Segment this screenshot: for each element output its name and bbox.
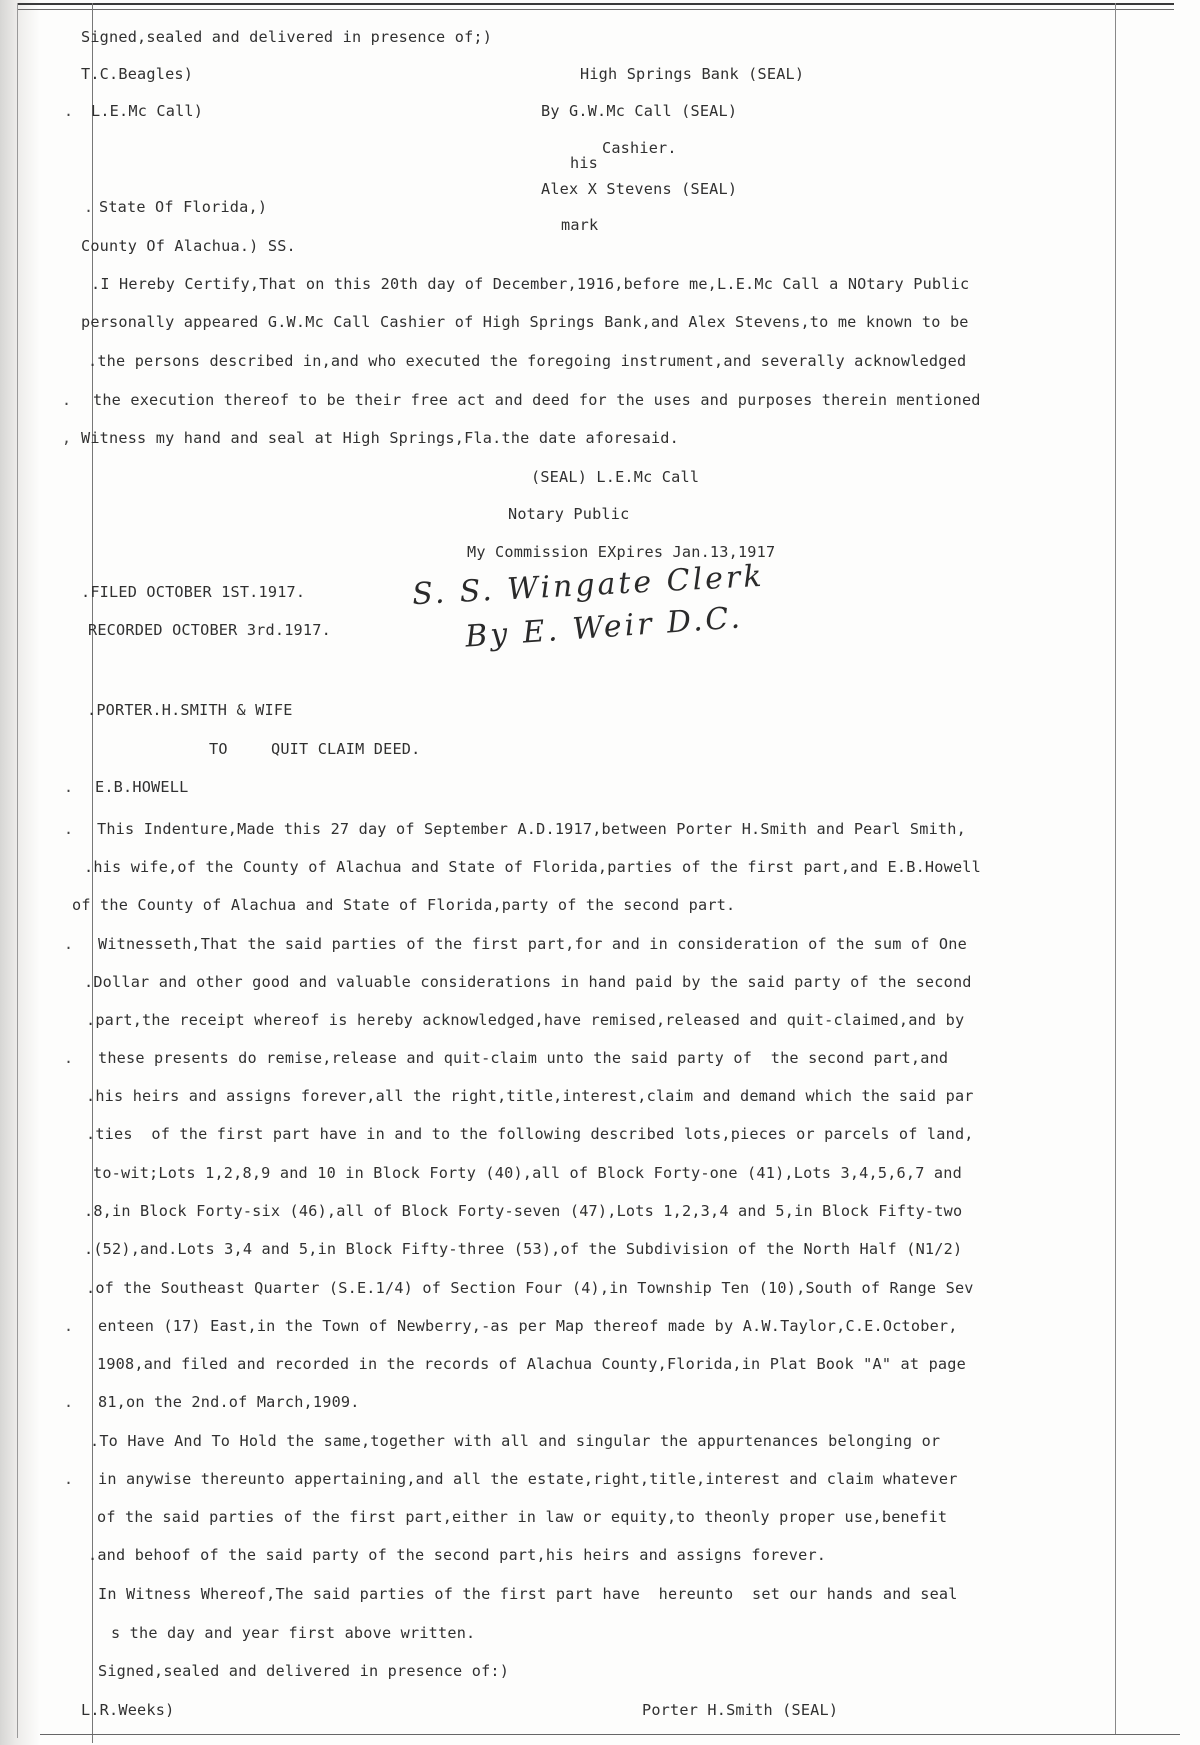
deed-body-line: This Indenture,Made this 27 day of September A.D.1917,between Porter H.Smith and Pearl Smith, xyxy=(97,820,966,838)
his-label: his xyxy=(570,154,599,172)
recorded-date: RECORDED OCTOBER 3rd.1917. xyxy=(88,621,331,639)
county-line: County Of Alachua.) SS. xyxy=(81,237,296,255)
bottom-border-rule xyxy=(40,1734,1180,1735)
deed-body-line: .his heirs and assigns forever,all the right,title,interest,claim and demand which the said par xyxy=(86,1087,974,1105)
deed-body-line: .To Have And To Hold the same,together with all and singular the appurtenances belonging or xyxy=(90,1432,941,1450)
deed-body-line: .his wife,of the County of Alachua and State of Florida,parties of the first part,and E.B.Howell xyxy=(84,858,981,876)
deputy-handwritten-signature: By E. Weir D.C. xyxy=(464,600,744,655)
deed-body-line: in anywise thereunto appertaining,and all the estate,right,title,interest and claim whatever xyxy=(98,1470,958,1488)
margin-dot: . xyxy=(64,1049,74,1067)
cashier-title: Cashier. xyxy=(602,139,677,157)
deed-body-line: In Witness Whereof,The said parties of the first part have hereunto set our hands and seal xyxy=(98,1585,958,1603)
deed-to-label: TO xyxy=(209,740,228,758)
scan-edge-shadow xyxy=(0,0,40,1745)
grantor-bank: High Springs Bank (SEAL) xyxy=(580,65,805,83)
witness-name: L.E.Mc Call) xyxy=(91,102,204,120)
top-border-rule-inner xyxy=(17,9,1174,10)
margin-dot: , xyxy=(62,429,72,447)
deed-body-line: .of the Southeast Quarter (S.E.1/4) of Section Four (4),in Township Ten (10),South of Range Sev xyxy=(86,1279,974,1297)
deed-body-line: Witnesseth,That the said parties of the first part,for and in consideration of the sum of One xyxy=(98,935,967,953)
deed-body-line: of the said parties of the first part,either in law or equity,to theonly proper use,benefit xyxy=(97,1508,948,1526)
ack-body-line: personally appeared G.W.Mc Call Cashier of High Springs Bank,and Alex Stevens,to me known to be xyxy=(81,313,969,331)
deed-type: QUIT CLAIM DEED. xyxy=(271,740,421,758)
margin-dot: . xyxy=(62,391,72,409)
bank-signatory: By G.W.Mc Call (SEAL) xyxy=(541,102,738,120)
top-border-rule xyxy=(17,3,1174,5)
filed-date: .FILED OCTOBER 1ST.1917. xyxy=(81,583,306,601)
deed-body-line: .Dollar and other good and valuable considerations in hand paid by the said party of the second xyxy=(84,973,972,991)
deed-body-line: of the County of Alachua and State of Florida,party of the second part. xyxy=(72,896,736,914)
margin-dot: . xyxy=(64,820,74,838)
ack-body-line: .the persons described in,and who executed the foregoing instrument,and severally acknowledged xyxy=(88,352,967,370)
margin-dot: . xyxy=(64,102,74,120)
signed-sealed-line: Signed,sealed and delivered in presence of;) xyxy=(81,28,493,46)
state-line: State Of Florida,) xyxy=(99,198,268,216)
margin-dot: . xyxy=(64,1317,74,1335)
deed-body-line: these presents do remise,release and quit-claim unto the said party of the second part,and xyxy=(98,1049,949,1067)
deed-body-line: .and behoof of the said party of the second part,his heirs and assigns forever. xyxy=(88,1546,827,1564)
deed-body-line: .ties of the first part have in and to the following described lots,pieces or parcels of land, xyxy=(86,1125,974,1143)
commission-expiry: My Commission EXpires Jan.13,1917 xyxy=(467,543,776,561)
deed-body-line: 81,on the 2nd.of March,1909. xyxy=(98,1393,360,1411)
deed-body-line: enteen (17) East,in the Town of Newberry,-as per Map thereof made by A.W.Taylor,C.E.October, xyxy=(98,1317,958,1335)
notary-title: Notary Public xyxy=(508,505,630,523)
margin-dot: . xyxy=(84,198,94,216)
margin-dot: . xyxy=(64,778,74,796)
deed-body-line: .part,the receipt whereof is hereby acknowledged,have remised,released and quit-claimed,and by xyxy=(86,1011,965,1029)
mark-label: mark xyxy=(561,216,599,234)
deed-body-line: .(52),and.Lots 3,4 and 5,in Block Fifty-three (53),of the Subdivision of the North Half (N1/2) xyxy=(84,1240,963,1258)
deed-body-line: s the day and year first above written. xyxy=(111,1624,476,1642)
ack-body-line: the execution thereof to be their free act and deed for the uses and purposes therein mentioned xyxy=(93,391,981,409)
deed-body-line: 1908,and filed and recorded in the records of Alachua County,Florida,in Plat Book "A" at page xyxy=(97,1355,966,1373)
alex-stevens-signature: Alex X Stevens (SEAL) xyxy=(541,180,738,198)
deed-grantor-heading: .PORTER.H.SMITH & WIFE xyxy=(87,701,293,719)
right-margin-line xyxy=(1115,3,1116,1735)
deed-witness-name: L.R.Weeks) xyxy=(81,1701,175,1719)
margin-dot: . xyxy=(64,1470,74,1488)
clerk-handwritten-signature: S. S. Wingate Clerk xyxy=(411,558,766,613)
notary-seal-signature: (SEAL) L.E.Mc Call xyxy=(531,468,700,486)
left-border-line xyxy=(17,3,18,1738)
deed-grantee-heading: E.B.HOWELL xyxy=(95,778,189,796)
ack-body-line: .I Hereby Certify,That on this 20th day of December,1916,before me,L.E.Mc Call a NOtary Public xyxy=(91,275,970,293)
margin-dot: . xyxy=(64,935,74,953)
margin-dot: . xyxy=(64,1393,74,1411)
deed-body-line: .8,in Block Forty-six (46),all of Block Forty-seven (47),Lots 1,2,3,4 and 5,in Block Fifty-two xyxy=(84,1202,963,1220)
deed-grantor-signature: Porter H.Smith (SEAL) xyxy=(642,1701,839,1719)
witness-name: T.C.Beagles) xyxy=(81,65,194,83)
deed-body-line: Signed,sealed and delivered in presence of:) xyxy=(98,1662,510,1680)
ack-body-line: Witness my hand and seal at High Springs,Fla.the date aforesaid. xyxy=(81,429,679,447)
deed-body-line: to-wit;Lots 1,2,8,9 and 10 in Block Forty (40),all of Block Forty-one (41),Lots 3,4,5,6,7 and xyxy=(93,1164,962,1182)
